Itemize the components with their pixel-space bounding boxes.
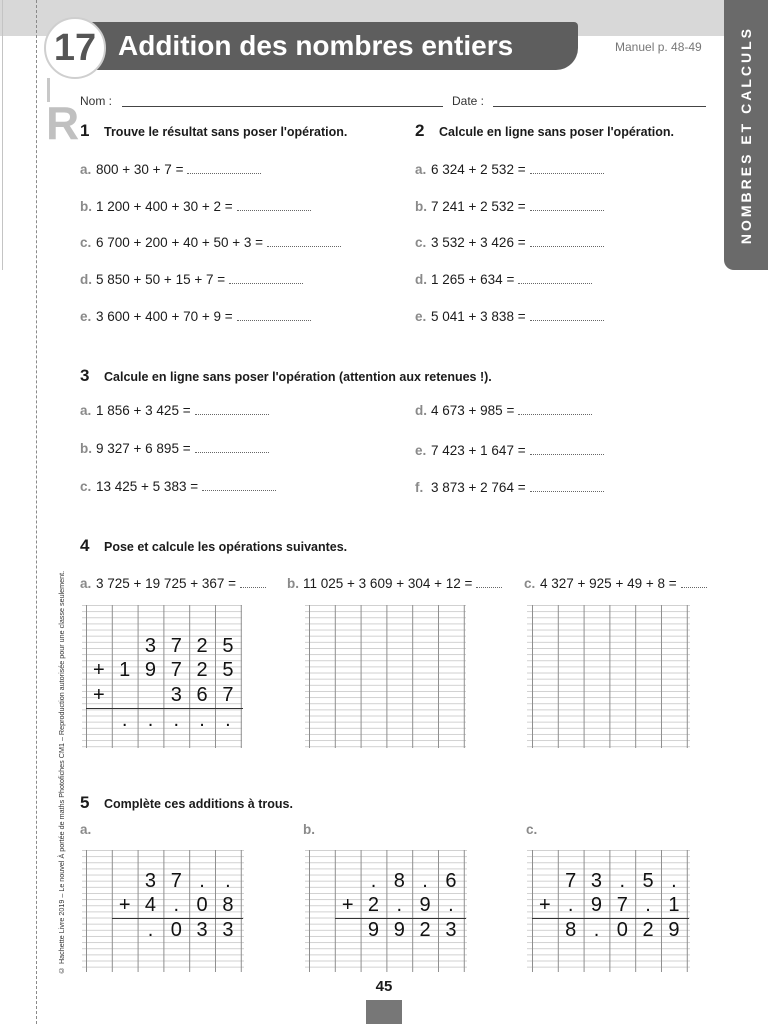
item-letter: a. [80,822,92,837]
answer-blank [229,272,303,284]
page-title: Addition des nombres entiers [118,30,514,61]
side-tab-label: NOMBRES ET CALCULS [738,25,754,245]
exercise-3-item-f [415,480,604,496]
exercise-2-item-b [415,199,604,215]
grid-digit: 8 [565,918,577,941]
cut-line [36,0,37,1024]
manual-reference: Manuel p. 48-49 [615,40,702,54]
grid-digit: 7 [170,634,182,657]
item-expression: 4 673 + 985 = [431,403,515,418]
answer-blank [237,309,311,321]
level-letter: R [46,97,80,149]
grid-digit: . [422,869,428,892]
exercise-3-item-e [415,443,604,459]
grid-digit: 2 [367,894,380,917]
exercise-instruction: Complète ces additions à trous. [104,797,293,811]
item-expression: 1 856 + 3 425 = [96,403,191,418]
lesson-number: 17 [44,17,106,79]
answer-blank [476,576,502,588]
sum-line [86,708,243,709]
item-expression: 800 + 30 + 7 = [96,162,184,177]
item-letter: f. [415,480,424,495]
grid-digit: 3 [590,869,603,892]
item-expression: 6 700 + 200 + 40 + 50 + 3 = [96,235,264,250]
grid-digit: . [121,708,128,731]
item-letter: c. [80,235,92,250]
item-expression: 7 241 + 2 532 = [431,199,526,214]
grid-digit: 2 [196,634,208,657]
exercise-2-item-a [415,162,604,178]
grid-digit: 0 [196,894,208,917]
grid-digit: 5 [222,659,234,682]
exercise-3-item-d [415,403,592,419]
item-letter: a. [80,403,92,418]
plus-sign: + [118,894,131,917]
exercise-4-grid-b [305,605,466,748]
grid-digit: 6 [196,683,208,706]
plus-sign: + [341,894,354,917]
answer-blank [202,479,276,491]
grid-digit: 7 [616,894,628,917]
page-tab [366,1000,402,1024]
grid-digit: 6 [445,869,457,892]
exercise-2-item-d [415,272,592,288]
grid-digit: . [567,894,574,917]
grid-digit: 2 [419,918,431,941]
exercise-5-grid-c [527,850,690,972]
item-expression: 1 265 + 634 = [431,272,515,287]
item-expression: 13 425 + 5 383 = [96,479,199,494]
item-expression: 5 850 + 50 + 15 + 7 = [96,272,226,287]
item-expression: 3 873 + 2 764 = [431,480,526,495]
answer-blank [530,199,604,211]
sum-line [532,918,689,919]
copyright-notice: © Hachette Livre 2019 – Le nouvel À portée de maths Photofiches CM1 – Reproduction autorisée pour une classe seulement. [57,570,66,975]
exercise-instruction: Calcule en ligne sans poser l'opération. [439,125,674,139]
grid-digit: . [225,708,231,731]
sum-line [335,918,466,919]
page-number: 45 [375,978,393,995]
plus-sign: + [93,683,105,706]
exercise-4-header [80,536,347,557]
exercise-5-label-c [526,822,542,838]
exercise-3-item-c [80,479,276,495]
grid-digit: 9 [419,894,431,917]
item-letter: e. [415,309,427,324]
exercise-5-label-a [80,822,96,838]
date-label: Date : [452,94,485,108]
exercise-2-item-e [415,309,604,325]
grid-digit: 1 [119,659,131,682]
grid-digit: 3 [144,634,157,657]
answer-blank [237,199,311,211]
answer-blank [681,576,707,588]
item-expression: 11 025 + 3 609 + 304 + 12 = [303,576,473,591]
exercise-4-item-a [80,576,266,592]
exercise-1-item-b [80,199,311,215]
grid-digit: . [370,869,377,892]
item-letter: b. [287,576,299,591]
item-letter: d. [80,272,92,287]
grid-digit: 7 [170,869,182,892]
grid-digit: . [645,894,651,917]
grid-digit: . [173,708,180,731]
grid-digit: 9 [393,918,405,941]
grid-digit: . [225,869,231,892]
item-letter: a. [80,576,92,591]
answer-blank [530,443,604,455]
grid-digit: 0 [616,918,628,941]
exercise-number: 5 [80,793,90,812]
grid-digit: . [671,869,677,892]
item-letter: b. [80,441,92,456]
grid-digit: . [147,708,154,731]
exercise-1-item-a [80,162,261,178]
sum-line [112,918,243,919]
grid-digit: 1 [668,894,680,917]
exercise-5-header [80,793,293,814]
exercise-1-header [80,121,347,142]
exercise-4-grid-c [527,605,690,748]
item-letter: d. [415,403,427,418]
plus-sign: + [93,659,105,682]
exercise-number: 4 [80,536,90,555]
grid-digit: 0 [170,918,182,941]
grid-digit: 2 [642,918,654,941]
item-letter: b. [303,822,315,837]
name-label: Nom : [80,94,113,108]
grid-digit: . [396,894,403,917]
exercise-2-header [415,121,674,142]
item-letter: a. [80,162,92,177]
item-letter: e. [415,443,427,458]
item-letter: c. [415,235,427,250]
answer-blank [240,576,266,588]
grid-digit: 3 [222,918,234,941]
grid-digit: 5 [642,869,654,892]
grid-digit: 9 [590,894,603,917]
date-line [493,106,706,107]
answer-blank [267,235,341,247]
item-letter: c. [80,479,92,494]
grid-digit: 3 [170,683,182,706]
grid-digit: . [199,708,205,731]
grid-digit: 3 [196,918,208,941]
item-letter: e. [80,309,92,324]
item-expression: 3 600 + 400 + 70 + 9 = [96,309,233,324]
item-expression: 3 532 + 3 426 = [431,235,526,250]
item-expression: 5 041 + 3 838 = [431,309,526,324]
exercise-number: 3 [80,366,90,385]
exercise-1-item-c [80,235,341,251]
edge-line [2,0,3,270]
grid-digit: . [147,918,154,941]
grid-digit: 9 [668,918,680,941]
grid-digit: 9 [367,918,380,941]
grid-digit: 7 [565,869,577,892]
exercise-instruction: Calcule en ligne sans poser l'opération (attention aux retenues !). [104,370,492,384]
exercise-5-grid-b [305,850,467,972]
grid-digit: . [593,918,600,941]
exercise-4-grid-a [82,605,242,748]
grid-digit: 9 [144,659,157,682]
item-letter: d. [415,272,427,287]
grid-digit: . [199,869,205,892]
item-letter: c. [526,822,538,837]
answer-blank [530,162,604,174]
exercise-instruction: Trouve le résultat sans poser l'opération. [104,125,348,139]
item-expression: 9 327 + 6 895 = [96,441,191,456]
exercise-number: 2 [415,121,425,140]
exercise-4-item-b [287,576,502,592]
exercise-3-item-b [80,441,269,457]
grid-digit: . [448,894,454,917]
answer-blank [530,235,604,247]
grid-digit: 3 [445,918,457,941]
exercise-instruction: Pose et calcule les opérations suivantes. [104,540,348,554]
plus-sign: + [539,894,551,917]
item-letter: b. [415,199,427,214]
exercise-4-item-c [524,576,707,592]
answer-blank [195,441,269,453]
item-expression: 1 200 + 400 + 30 + 2 = [96,199,233,214]
item-expression: 4 327 + 925 + 49 + 8 = [540,576,677,591]
grid-digit: 8 [222,894,234,917]
exercise-3-item-a [80,403,269,419]
item-expression: 6 324 + 2 532 = [431,162,526,177]
item-expression: 7 423 + 1 647 = [431,443,526,458]
answer-blank [195,403,269,415]
name-line [122,106,443,107]
item-letter: b. [80,199,92,214]
grid-digit: . [173,894,180,917]
grid-digit: 7 [170,659,182,682]
answer-blank [187,162,261,174]
exercise-1-item-e [80,309,311,325]
exercise-5-label-b [303,822,319,838]
exercise-3-header [80,366,492,387]
grid-digit: 5 [222,634,234,657]
grid-digit: 4 [144,894,157,917]
side-tab [724,0,768,270]
grid-digit: . [619,869,626,892]
grid-digit: 7 [222,683,234,706]
item-letter: c. [524,576,536,591]
exercise-5-grid-a [82,850,244,972]
answer-blank [518,403,592,415]
exercise-number: 1 [80,121,90,140]
exercise-2-item-c [415,235,604,251]
answer-blank [530,480,604,492]
item-expression: 3 725 + 19 725 + 367 = [96,576,237,591]
answer-blank [530,309,604,321]
grid-digit: 3 [144,869,157,892]
answer-blank [518,272,592,284]
grid-digit: 8 [393,869,405,892]
grid-digit: 2 [196,659,208,682]
exercise-1-item-d [80,272,303,288]
item-letter: a. [415,162,427,177]
